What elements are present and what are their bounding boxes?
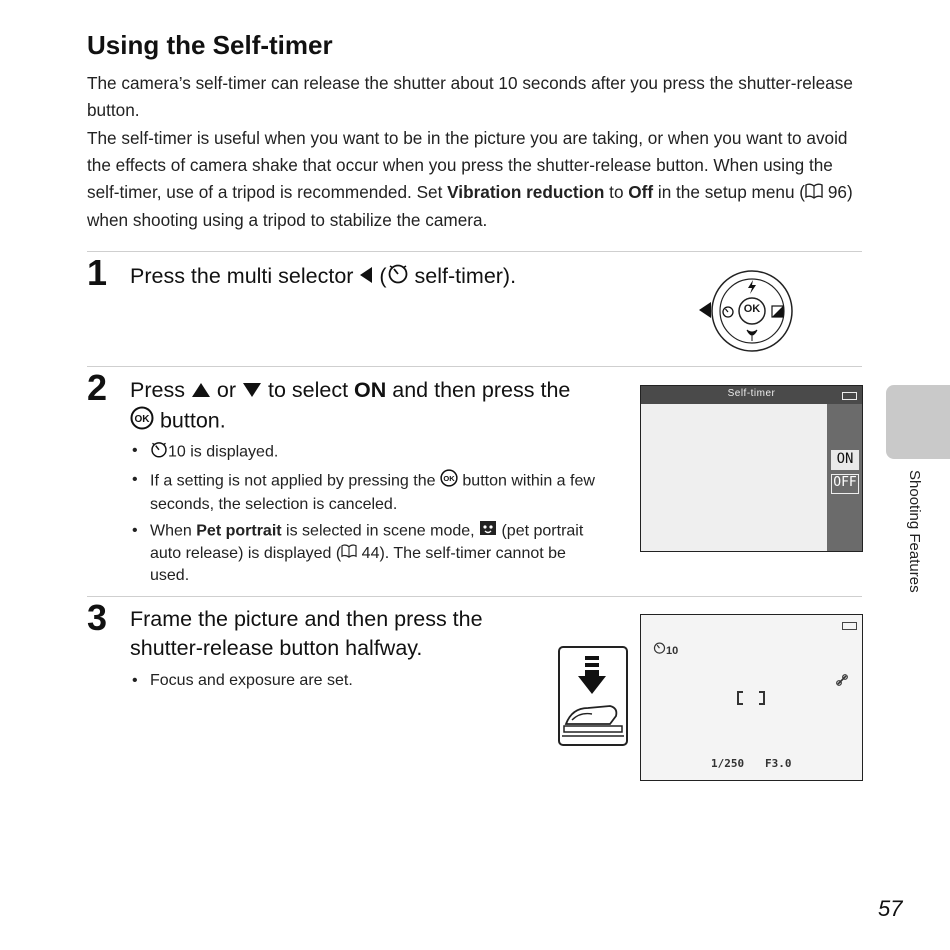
vibration-reduction-icon <box>835 673 849 692</box>
ok-button-icon <box>130 406 154 438</box>
list-item: • If a setting is not applied by pressing the OK button within a few seconds, the selection is canceled. <box>130 469 600 516</box>
page-title: Using the Self-timer <box>87 30 333 60</box>
pet-portrait-icon <box>479 520 497 543</box>
multi-selector-diagram <box>695 268 795 354</box>
section-side-label-wrap <box>905 470 925 630</box>
divider <box>87 596 862 597</box>
screen-title: Self-timer <box>727 388 776 399</box>
self-timer-icon <box>150 440 168 465</box>
step-1-title: Press the multi selector ( self-timer). <box>130 262 516 292</box>
section-side-label: Shooting Features <box>906 470 923 593</box>
battery-icon <box>842 392 857 400</box>
aperture-value: F3.0 <box>765 757 792 770</box>
down-arrow-icon <box>242 377 262 406</box>
step-1-number: 1 <box>87 252 108 293</box>
ok-button-icon <box>440 469 458 494</box>
left-arrow-icon <box>359 263 373 292</box>
menu-option-off[interactable]: OFF <box>833 475 857 490</box>
list-item: • When Pet portrait is selected in scene mode, (pet portrait auto release) is displayed ( 44). The self-timer cannot be used. <box>130 520 600 587</box>
step-3-number: 3 <box>87 597 108 638</box>
page-number: 57 <box>878 896 903 921</box>
focus-area-brackets <box>737 691 765 703</box>
book-icon <box>805 180 823 207</box>
section-tab <box>886 385 950 459</box>
divider <box>87 366 862 367</box>
left-pointer-icon <box>699 302 711 318</box>
self-timer-icon <box>387 262 409 292</box>
step-2-notes <box>130 440 600 591</box>
shooting-screen <box>640 614 863 781</box>
svg-text:OK: OK <box>134 413 150 425</box>
battery-icon <box>842 622 857 630</box>
menu-option-on[interactable]: ON <box>836 451 854 467</box>
step-3-notes <box>130 670 530 696</box>
self-timer-indicator <box>653 641 678 659</box>
shutter-speed: 1/250 <box>711 757 745 770</box>
half-press-illustration <box>558 646 628 746</box>
step-2-number: 2 <box>87 367 108 408</box>
step-2-title: Press or to select ON and then press the OK button. <box>130 376 620 438</box>
ok-label: OK <box>743 303 761 315</box>
list-item: • Focus and exposure are set. <box>130 670 530 692</box>
book-icon <box>341 543 357 565</box>
list-item: • 10 is displayed. <box>130 440 600 465</box>
up-arrow-icon <box>191 377 211 406</box>
step-3-title: Frame the picture and then press the shutter-release button halfway. <box>130 607 483 660</box>
intro-paragraph-2: The self-timer is useful when you want to be in the picture you are taking, or when you want to avoid the effects of camera shake that occur when you press the shutter-release button. When using the self-timer, use of a tripod is recommended. Set Vibration reduction to Off in the setup menu ( 96) when shooting using a tripod to stabilize the camera. <box>87 128 853 230</box>
self-timer-menu-screen <box>640 385 863 552</box>
divider <box>87 251 862 252</box>
self-timer-icon <box>653 641 666 659</box>
timer-seconds: 10 <box>666 645 679 658</box>
svg-text:OK: OK <box>443 474 455 483</box>
intro-paragraph-1: The camera’s self-timer can release the shutter about 10 seconds after you press the shutter-release button. <box>87 73 853 120</box>
